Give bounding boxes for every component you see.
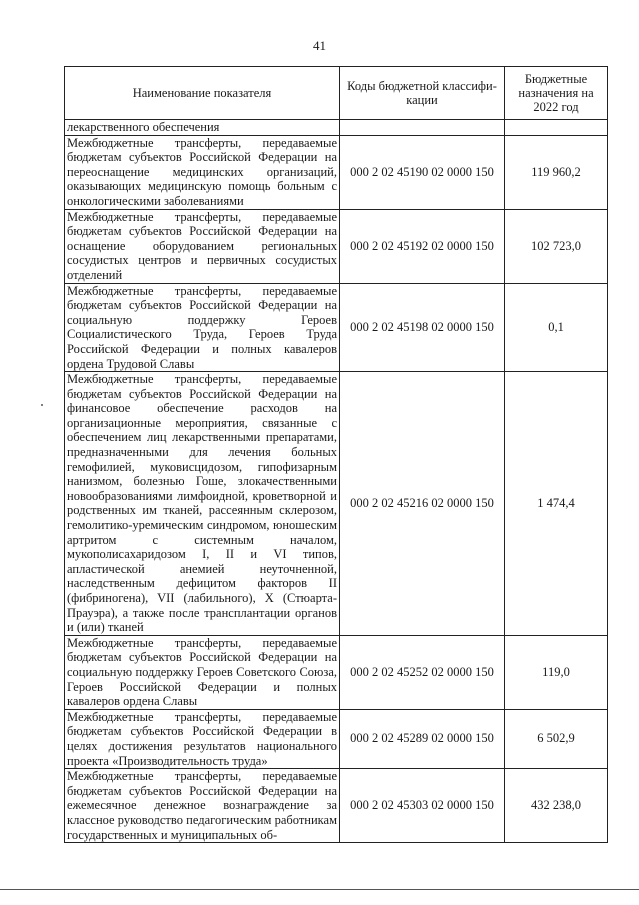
table-row: [65, 209, 608, 283]
row-code: 000 2 02 45216 02 0000 150: [340, 372, 505, 636]
row-code: 000 2 02 45192 02 0000 150: [340, 209, 505, 283]
row-name: Межбюджетные трансферты, передаваемые бюджетам субъектов Российской Федерации на оснащение оборудованием региональных сосудистых центров и первичных сосудистых отделений: [65, 209, 340, 283]
table-row: [65, 135, 608, 209]
bottom-rule: [0, 889, 639, 890]
row-name: Межбюджетные трансферты, передаваемые бюджетам субъектов Российской Федерации в целях достижения результатов национального проекта «Производительность труда»: [65, 709, 340, 768]
row-amount: 432 238,0: [505, 769, 608, 843]
row-name: Межбюджетные трансферты, передаваемые бюджетам субъектов Российской Федерации на финансовое обеспечение расходов на организационные мероприятия, связанные с обеспечением лиц лекарственными препаратами, предназначенными для лечения больных гемофилией, муковисцидозом, гипофизарным нанизмом, болезнью Гоше, злокачественными новообразованиями лимфоидной, кроветворной и родственных им тканей, рассеянным склерозом, гемолитико-уремическим синдромом, юношеским артритом с системным началом, мукополисахаридозом I, II и VI типов, апластической анемией неуточненной, наследственным дефицитом факторов II (фибриногена), VII (лабильного), X (Стюарта-Прауэра), а также после трансплантации органов и (или) тканей: [65, 372, 340, 636]
budget-table: [64, 66, 608, 843]
header-name: Наименование показателя: [65, 67, 340, 120]
continuation-code-empty: [340, 120, 505, 136]
table-header-row: [65, 67, 608, 120]
row-amount: 119,0: [505, 635, 608, 709]
row-code: 000 2 02 45252 02 0000 150: [340, 635, 505, 709]
row-amount: 102 723,0: [505, 209, 608, 283]
scan-speck: [41, 404, 43, 406]
table-row: [65, 709, 608, 768]
header-amount: Бюджетные назначения на 2022 год: [505, 67, 608, 120]
table-row: [65, 769, 608, 843]
row-amount: 6 502,9: [505, 709, 608, 768]
continuation-amount-empty: [505, 120, 608, 136]
row-name: Межбюджетные трансферты, передаваемые бюджетам субъектов Российской Федерации на социальную поддержку Героев Советского Союза, Героев Российской Федерации и полных кавалеров ордена Славы: [65, 635, 340, 709]
row-name: Межбюджетные трансферты, передаваемые бюджетам субъектов Российской Федерации на социальную поддержку Героев Социалистического Труда, Героев Труда Российской Федерации и полных кавалеров ордена Трудовой Славы: [65, 283, 340, 372]
row-code: 000 2 02 45190 02 0000 150: [340, 135, 505, 209]
table-row: [65, 635, 608, 709]
page-number: 41: [313, 38, 326, 53]
table-row: [65, 372, 608, 636]
continuation-text: лекарственного обеспечения: [65, 120, 340, 136]
header-code: Коды бюджетной классифи-кации: [340, 67, 505, 120]
row-name: Межбюджетные трансферты, передаваемые бюджетам субъектов Российской Федерации на ежемесячное денежное вознаграждение за классное руководство педагогическим работникам государственных и муниципальных об-: [65, 769, 340, 843]
row-name: Межбюджетные трансферты, передаваемые бюджетам субъектов Российской Федерации на переоснащение медицинских организаций, оказывающих медицинскую помощь больным с онкологическими заболеваниями: [65, 135, 340, 209]
row-amount: 1 474,4: [505, 372, 608, 636]
continuation-row: [65, 120, 608, 136]
row-amount: 119 960,2: [505, 135, 608, 209]
row-code: 000 2 02 45289 02 0000 150: [340, 709, 505, 768]
row-amount: 0,1: [505, 283, 608, 372]
row-code: 000 2 02 45198 02 0000 150: [340, 283, 505, 372]
row-code: 000 2 02 45303 02 0000 150: [340, 769, 505, 843]
table-row: [65, 283, 608, 372]
